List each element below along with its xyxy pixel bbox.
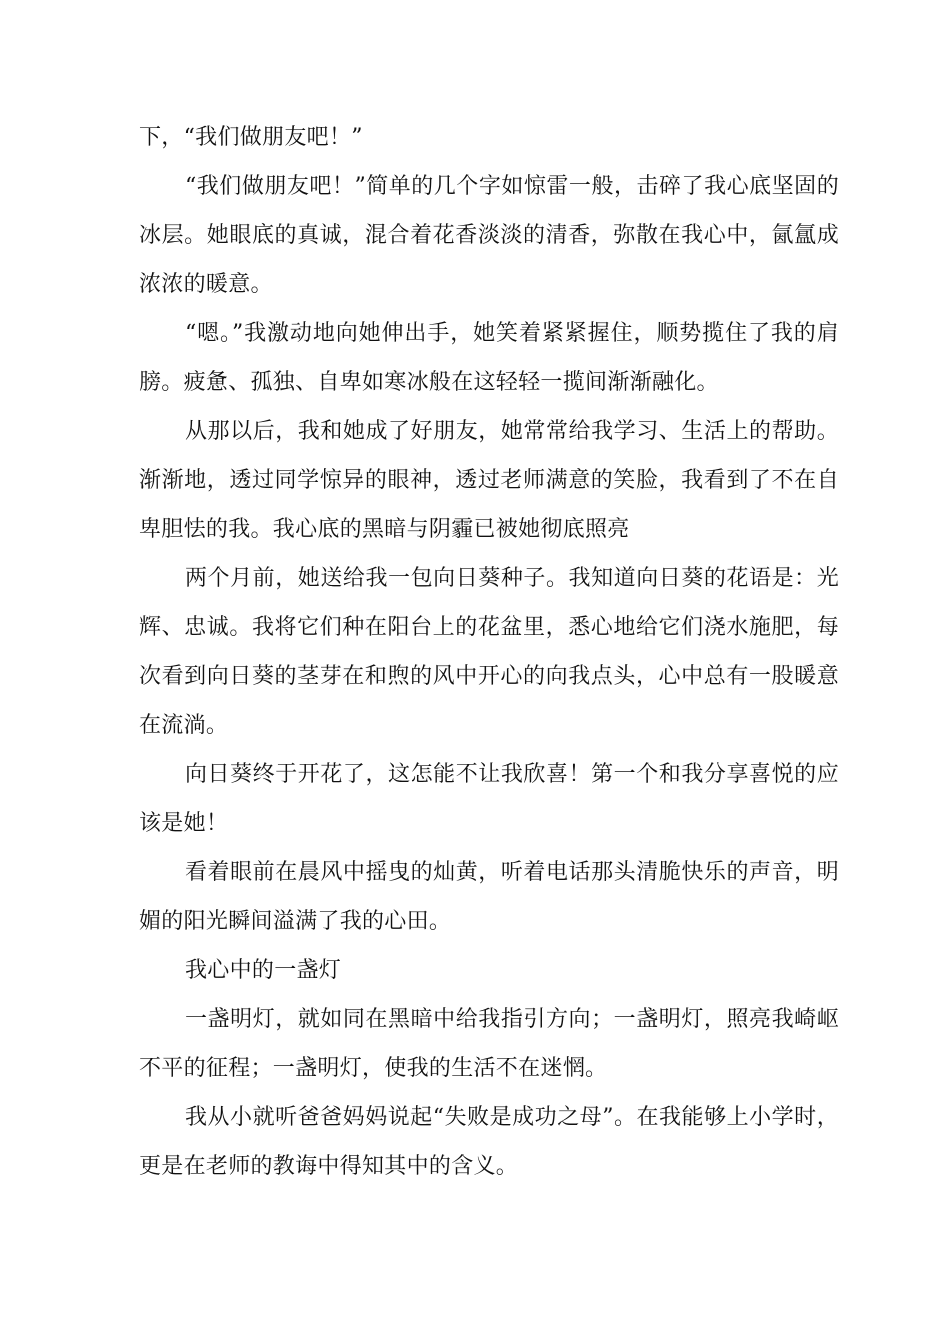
paragraph: 一盏明灯，就如同在黑暗中给我指引方向；一盏明灯，照亮我崎岖不平的征程；一盏明灯，使我的生活不在迷惘。: [139, 1007, 839, 1081]
paragraph: 看着眼前在晨风中摇曳的灿黄，听着电话那头清脆快乐的声音，明媚的阳光瞬间溢满了我的心田。: [139, 860, 839, 934]
paragraph: 两个月前，她送给我一包向日葵种子。我知道向日葵的花语是：光辉、忠诚。我将它们种在阳台上的花盆里，悉心地给它们浇水施肥，每次看到向日葵的茎芽在和煦的风中开心的向我点头，心中总有一股暖意在流淌。: [139, 566, 839, 738]
section-title: 我心中的一盏灯: [185, 958, 342, 983]
paragraph: 向日葵终于开花了，这怎能不让我欣喜！第一个和我分享喜悦的应该是她！: [139, 762, 839, 836]
paragraph: 从那以后，我和她成了好朋友，她常常给我学习、生活上的帮助。渐渐地，透过同学惊异的眼神，透过老师满意的笑脸，我看到了不在自卑胆怯的我。我心底的黑暗与阴霾已被她彻底照亮: [139, 419, 839, 542]
paragraph: 我从小就听爸爸妈妈说起“失败是成功之母”。在我能够上小学时，更是在老师的教诲中得知其中的含义。: [139, 1105, 839, 1179]
paragraph: “我们做朋友吧！”简单的几个字如惊雷一般，击碎了我心底坚固的冰层。她眼底的真诚，混合着花香淡淡的清香，弥散在我心中，氤氲成浓浓的暖意。: [139, 174, 839, 297]
paragraph: “嗯。”我激动地向她伸出手，她笑着紧紧握住，顺势揽住了我的肩膀。疲惫、孤独、自卑如寒冰般在这轻轻一揽间渐渐融化。: [139, 321, 839, 395]
paragraph-continuation: 下，“我们做朋友吧！”: [139, 125, 363, 150]
document-body: [139, 113, 839, 1191]
